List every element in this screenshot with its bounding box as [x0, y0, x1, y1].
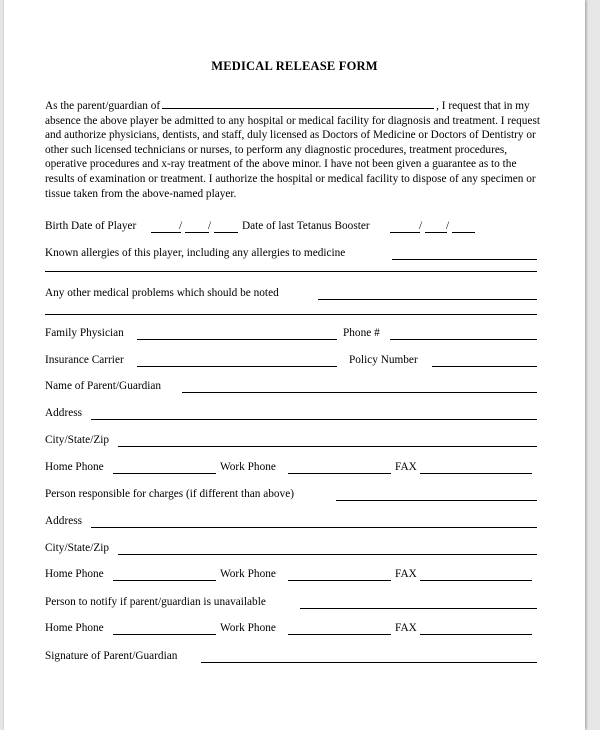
birth-date-row [45, 220, 545, 236]
work-phone-field[interactable] [288, 473, 391, 474]
form-page [4, 0, 585, 730]
responsible-fax-field[interactable] [420, 580, 532, 581]
phones-row-2 [45, 568, 545, 584]
city-row [45, 434, 545, 450]
responsible-address-field[interactable] [91, 527, 537, 528]
medical-problems-field[interactable] [318, 299, 537, 300]
insurance-carrier-field[interactable] [137, 366, 337, 367]
notify-row [45, 596, 545, 612]
tetanus-day-field[interactable] [425, 232, 447, 233]
tetanus-month-field[interactable] [390, 232, 420, 233]
notify-home-phone-field[interactable] [113, 634, 216, 635]
signature-row [45, 650, 545, 666]
parent-name-row [45, 380, 545, 396]
phone-label: Phone # [343, 327, 380, 339]
tetanus-year-field[interactable] [452, 232, 475, 233]
home-phone-field[interactable] [113, 473, 216, 474]
form-title: MEDICAL RELEASE FORM [211, 59, 378, 73]
notify-field[interactable] [300, 608, 537, 609]
birth-day-field[interactable] [185, 232, 209, 233]
birth-month-field[interactable] [151, 232, 181, 233]
policy-number-label: Policy Number [349, 354, 418, 366]
address-field[interactable] [91, 419, 537, 420]
address-label: Address [45, 515, 83, 527]
scrollbar-track[interactable] [588, 0, 600, 730]
responsible-home-phone-field[interactable] [113, 580, 216, 581]
intro-paragraph [45, 98, 541, 201]
physician-phone-field[interactable] [390, 339, 537, 340]
responsible-label: Person responsible for charges (if different than above) [45, 488, 294, 500]
date-separator: / [446, 220, 450, 232]
date-separator: / [419, 220, 423, 232]
birth-date-label: Birth Date of Player [45, 220, 137, 232]
signature-label: Signature of Parent/Guardian [45, 650, 178, 662]
responsible-city-state-zip-field[interactable] [118, 554, 537, 555]
medical-problems-field-line-2[interactable] [45, 314, 537, 315]
work-phone-label: Work Phone [220, 461, 276, 473]
home-phone-label: Home Phone [45, 461, 104, 473]
fax-label: FAX [395, 461, 417, 473]
intro-start: As the parent/guardian of [45, 100, 161, 112]
home-phone-label: Home Phone [45, 568, 104, 580]
child-name-field[interactable] [162, 98, 434, 109]
intro-rest: , I request that in my absence the above player be admitted to any hospital or medical facility for diagnosis and treatment. I request and authorize physicians, dentists, and staff, duly licensed as Doctors of Medicine or Doctors of Dentistry or other such licensed technicians or nurses, to perform any diagnostic procedures, treatment procedures, operative procedures and x-ray treatment of the above minor. I have not been given a guarantee as to the results of examination or treatment. I authorize the hospital or medical facility to dispose of any specimen or tissue taken from the above-named player. [45, 100, 541, 200]
date-separator: / [208, 220, 212, 232]
city-row-2 [45, 542, 545, 558]
address-row [45, 407, 545, 423]
policy-number-field[interactable] [432, 366, 537, 367]
parent-name-field[interactable] [182, 392, 537, 393]
family-physician-label: Family Physician [45, 327, 124, 339]
signature-field[interactable] [201, 662, 537, 663]
insurance-carrier-label: Insurance Carrier [45, 354, 124, 366]
physician-row [45, 327, 545, 343]
responsible-row [45, 488, 545, 504]
city-state-zip-label: City/State/Zip [45, 434, 110, 446]
tetanus-label: Date of last Tetanus Booster [242, 220, 370, 232]
insurance-row [45, 354, 545, 370]
city-state-zip-field[interactable] [118, 446, 537, 447]
work-phone-label: Work Phone [220, 568, 276, 580]
parent-name-label: Name of Parent/Guardian [45, 380, 162, 392]
responsible-work-phone-field[interactable] [288, 580, 391, 581]
medical-problems-row [45, 287, 545, 303]
work-phone-label: Work Phone [220, 622, 276, 634]
address-label: Address [45, 407, 83, 419]
phones-row [45, 461, 545, 477]
notify-label: Person to notify if parent/guardian is unavailable [45, 596, 266, 608]
address-row-2 [45, 515, 545, 531]
allergies-row-2 [45, 259, 545, 275]
family-physician-field[interactable] [137, 339, 337, 340]
allergies-label: Known allergies of this player, including any allergies to medicine [45, 247, 346, 259]
home-phone-label: Home Phone [45, 622, 104, 634]
date-separator: / [179, 220, 183, 232]
fax-label: FAX [395, 622, 417, 634]
allergies-field-line-2[interactable] [45, 271, 537, 272]
notify-work-phone-field[interactable] [288, 634, 391, 635]
medical-problems-label: Any other medical problems which should be noted [45, 287, 279, 299]
notify-fax-field[interactable] [420, 634, 532, 635]
birth-year-field[interactable] [214, 232, 238, 233]
phones-row-3 [45, 622, 545, 638]
fax-label: FAX [395, 568, 417, 580]
city-state-zip-label: City/State/Zip [45, 542, 110, 554]
fax-field[interactable] [420, 473, 532, 474]
responsible-field[interactable] [336, 500, 537, 501]
medical-problems-row-2 [45, 302, 545, 318]
